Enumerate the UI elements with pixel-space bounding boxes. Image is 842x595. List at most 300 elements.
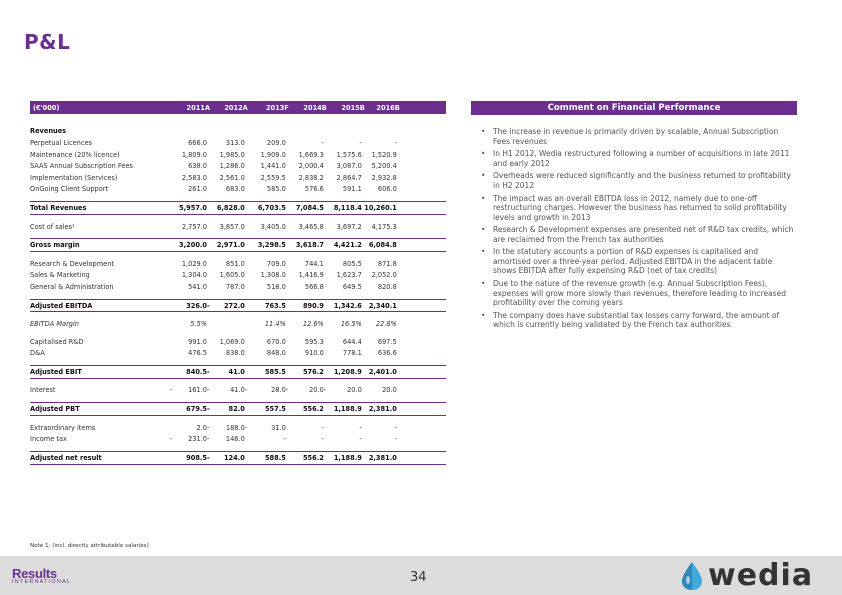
value-number: 566.8: [304, 282, 324, 291]
value-number: 838.0: [225, 349, 245, 358]
value-number: 146.0: [225, 435, 245, 444]
value-number: 576.6: [304, 185, 324, 194]
value-number: 3,298.5: [257, 241, 286, 250]
row-label: General & Administration: [30, 282, 114, 291]
value-number: 518.0: [266, 282, 286, 291]
row-value: [244, 386, 289, 395]
row-value: [285, 386, 327, 395]
row-value: [245, 139, 286, 147]
row-value: [207, 423, 248, 432]
bullet-text: The increase in revenue is primarily driven by scalable, Annual Subscription Fees revenues: [493, 127, 779, 146]
value-number: 3,857.0: [219, 222, 245, 231]
row-value: [245, 405, 286, 413]
value-number: -: [283, 435, 286, 444]
value-number: 209.0: [266, 138, 286, 147]
value-number: -: [321, 435, 324, 444]
table-row: [30, 365, 446, 379]
row-value: [170, 185, 207, 193]
table-row: [30, 433, 446, 445]
value-sign: -: [244, 386, 248, 395]
row-label: Adjusted PBT: [30, 405, 80, 414]
row-value: [245, 320, 286, 328]
comment-bullet: [481, 127, 797, 146]
value-number: 1,069.0: [219, 337, 245, 346]
row-value: [362, 302, 397, 310]
bullet-icon: •: [481, 193, 486, 203]
row-value: [170, 423, 210, 432]
header-2014b: 2014B: [303, 103, 327, 112]
table-row: [30, 221, 446, 233]
value-sign: -: [285, 386, 289, 395]
value-number: 326.0: [186, 301, 207, 310]
pl-table: [30, 101, 446, 465]
value-number: 28.0: [271, 386, 286, 395]
row-label: Total Revenues: [30, 203, 87, 212]
bullet-text: Research & Development expenses are presented net of R&D tax credits, which are reclaimed from the French tax authorities: [493, 225, 794, 244]
value-number: 2,583.0: [181, 173, 207, 182]
row-value: [324, 424, 362, 432]
row-label: EBITDA Margin: [30, 320, 79, 329]
table-header: [30, 101, 446, 114]
row-value: [170, 162, 207, 170]
row-label: Perpetual Licences: [30, 138, 92, 147]
value-number: 2,838.2: [298, 173, 324, 182]
value-number: 709.0: [266, 259, 286, 268]
row-value: [207, 368, 245, 376]
value-number: 2,559.5: [260, 173, 286, 182]
row-value: [170, 283, 207, 291]
value-number: 595.3: [304, 337, 324, 346]
row-value: [362, 139, 397, 147]
value-sign: -: [207, 386, 210, 395]
row-value: [286, 271, 324, 279]
value-sign: -: [207, 367, 210, 376]
value-number: 2,381.0: [368, 453, 397, 462]
value-number: 576.2: [302, 367, 324, 376]
row-value: [245, 174, 286, 182]
value-number: 778.1: [342, 349, 362, 358]
row-value: [170, 338, 207, 346]
table-row: [30, 149, 446, 161]
row-value: [286, 454, 324, 462]
row-value: [245, 435, 286, 443]
value-number: 556.2: [302, 405, 324, 414]
comment-bullet: [481, 171, 797, 190]
value-sign: -: [207, 423, 210, 432]
row-value: [207, 349, 245, 357]
row-value: [362, 204, 397, 212]
value-number: 697.5: [377, 337, 397, 346]
value-number: 124.0: [223, 453, 245, 462]
bullet-icon: •: [481, 310, 486, 320]
value-number: 16.5%: [340, 320, 362, 329]
row-label: Extraordinary items: [30, 423, 96, 432]
row-value: [286, 435, 324, 443]
row-value: [207, 260, 245, 268]
value-number: 313.0: [225, 138, 245, 147]
row-value: [286, 320, 324, 328]
value-sign: -: [207, 435, 210, 444]
value-sign: -: [244, 423, 248, 432]
table-row: [30, 137, 446, 149]
value-sign: -: [207, 301, 210, 310]
value-number: 991.0: [188, 337, 207, 346]
row-value: [324, 386, 362, 394]
row-value: [207, 241, 245, 249]
value-sign: -: [170, 435, 173, 444]
value-number: 12.6%: [302, 320, 324, 329]
row-value: [170, 302, 207, 310]
row-value: [245, 424, 286, 432]
value-number: 556.2: [302, 453, 324, 462]
value-number: 10,260.1: [364, 203, 397, 212]
bullet-icon: •: [481, 279, 486, 289]
results-logo-sub: INTERNATIONAL: [12, 579, 72, 585]
row-value: [362, 386, 397, 394]
value-number: 636.6: [377, 349, 397, 358]
comment-bullet: [481, 194, 797, 223]
row-value: [245, 349, 286, 357]
value-number: 8,118.4: [333, 203, 362, 212]
row-label: Capitalised R&D: [30, 337, 84, 346]
value-number: 3,405.0: [260, 222, 286, 231]
table-row: [30, 451, 446, 465]
value-number: 82.0: [228, 405, 245, 414]
row-value: [170, 204, 207, 212]
table-row: [30, 402, 446, 416]
value-number: 3,618.7: [295, 241, 324, 250]
value-number: 1,605.0: [219, 271, 245, 280]
value-number: 1,304.0: [181, 271, 207, 280]
row-value: [170, 349, 207, 357]
value-number: 20.0: [347, 386, 362, 395]
value-number: 2,381.0: [368, 405, 397, 414]
row-value: [286, 174, 324, 182]
row-label: Interest: [30, 386, 56, 395]
page-number: 34: [410, 570, 427, 585]
row-value: [362, 454, 397, 462]
row-value: [286, 241, 324, 249]
bullet-icon: •: [481, 149, 486, 159]
footer-bar: [0, 556, 842, 595]
value-number: 2,932.8: [371, 173, 397, 182]
value-number: -: [394, 423, 397, 432]
value-number: 1,575.6: [336, 150, 362, 159]
value-number: 1,985.0: [219, 150, 245, 159]
value-number: 3,200.0: [179, 241, 207, 250]
value-number: 161.0: [188, 386, 207, 395]
value-number: 2,561.0: [219, 173, 245, 182]
row-label: Adjusted EBIT: [30, 367, 82, 376]
bullet-text: Due to the nature of the revenue growth (e.g. Annual Subscription Fees), expenses will grow more slowly than revenues, therefore leading to increased profitability over the coming years: [493, 279, 786, 308]
row-value: [362, 174, 397, 182]
value-number: 6,084.8: [368, 241, 397, 250]
value-number: 7,084.5: [295, 203, 324, 212]
value-number: -: [359, 423, 362, 432]
value-number: 1,809.0: [181, 150, 207, 159]
row-value: [286, 151, 324, 159]
bullet-icon: •: [481, 127, 486, 136]
value-sign: -: [170, 386, 173, 395]
value-number: -: [321, 138, 324, 147]
value-number: 2,757.0: [181, 222, 207, 231]
row-value: [245, 338, 286, 346]
row-label: Research & Development: [30, 259, 114, 268]
row-value: [324, 241, 362, 249]
value-sign: -: [207, 405, 210, 414]
row-value: [362, 338, 397, 346]
header-2011a: 2011A: [186, 103, 210, 112]
value-number: 41.0: [230, 386, 245, 395]
row-value: [286, 204, 324, 212]
value-number: 261.0: [188, 185, 207, 194]
value-number: 2,340.1: [368, 301, 397, 310]
row-value: [362, 320, 397, 328]
value-number: 679.5: [186, 405, 207, 414]
row-value: [362, 223, 397, 231]
row-value: [286, 139, 324, 147]
row-value: [324, 223, 362, 231]
value-number: 1,029.0: [181, 259, 207, 268]
value-number: 1,286.0: [219, 162, 245, 171]
row-value: [170, 260, 207, 268]
value-number: 763.5: [264, 301, 286, 310]
row-value: [362, 151, 397, 159]
header-2012a: 2012A: [224, 103, 248, 112]
row-value: [245, 185, 286, 193]
header-2015b: 2015B: [341, 103, 365, 112]
row-value: [362, 368, 397, 376]
comment-bullets: [481, 127, 797, 333]
row-value: [207, 302, 245, 310]
bullet-text: The company does have substantial tax losses carry forward, the amount of which is currently being validated by the French tax authorities: [493, 310, 780, 330]
row-value: [324, 349, 362, 357]
row-value: [324, 435, 362, 443]
table-row: [30, 281, 446, 293]
value-number: 585.5: [264, 367, 286, 376]
row-value: [207, 271, 245, 279]
value-number: 1,909.0: [260, 150, 286, 159]
row-value: [245, 271, 286, 279]
row-value: [245, 223, 286, 231]
bullet-text: In the statutory accounts a portion of R&D expenses is capitalised and amortised over a three-year period. Adjusted EBITDA in the adjacent table shows EBITDA after fully expensing R&D (net of tax credits): [493, 247, 773, 276]
row-value: [286, 405, 324, 413]
row-value: [286, 223, 324, 231]
value-number: 649.5: [342, 282, 362, 291]
value-number: -: [394, 435, 397, 444]
row-value: [245, 204, 286, 212]
row-value: [324, 139, 362, 147]
row-value: [286, 349, 324, 357]
value-number: 591.1: [342, 185, 362, 194]
value-number: 3,465.8: [298, 222, 324, 231]
row-value: [207, 454, 245, 462]
value-number: 890.9: [302, 301, 324, 310]
row-value: [362, 349, 397, 357]
value-number: 22.8%: [375, 320, 397, 329]
row-label: Revenues: [30, 127, 67, 136]
row-value: [324, 338, 362, 346]
row-label: SAAS Annual Subscription Fees: [30, 162, 133, 171]
value-number: 910.0: [304, 349, 324, 358]
value-number: 5,957.0: [179, 203, 207, 212]
value-number: -: [359, 435, 362, 444]
value-number: 1,520.9: [371, 150, 397, 159]
row-value: [170, 151, 207, 159]
value-number: -: [359, 138, 362, 147]
row-value: [245, 241, 286, 249]
row-value: [362, 185, 397, 193]
value-number: 2,864.7: [336, 173, 362, 182]
value-number: 272.0: [223, 301, 245, 310]
bullet-text: In H1 2012, Wedia restructured following a number of acquisitions in late 2011 and early 2012: [493, 149, 790, 168]
row-value: [362, 424, 397, 432]
table-row: [30, 184, 446, 196]
value-number: -: [394, 138, 397, 147]
value-number: 20.0: [309, 386, 324, 395]
value-number: 2,401.0: [368, 367, 397, 376]
row-value: [245, 368, 286, 376]
value-number: 476.5: [188, 349, 207, 358]
wedia-logo: [680, 558, 813, 593]
row-value: [207, 386, 248, 395]
value-number: 683.0: [225, 185, 245, 194]
value-number: 41.0: [228, 367, 245, 376]
table-row: [30, 348, 446, 360]
row-value: [245, 283, 286, 291]
comment-bullet: [481, 149, 797, 168]
bullet-icon: •: [481, 247, 486, 257]
bullet-icon: •: [481, 225, 486, 235]
row-label: D&A: [30, 349, 45, 358]
row-label: Adjusted net result: [30, 453, 102, 462]
value-number: 541.0: [188, 282, 207, 291]
row-value: [245, 162, 286, 170]
table-row: [30, 336, 446, 348]
value-number: 744.1: [304, 259, 324, 268]
comment-bullet: [481, 279, 797, 308]
value-number: 670.0: [266, 337, 286, 346]
row-value: [362, 162, 397, 170]
value-number: 2,971.0: [216, 241, 245, 250]
value-number: 840.5: [186, 367, 207, 376]
row-value: [362, 241, 397, 249]
row-label: Income tax: [30, 435, 67, 444]
row-value: [286, 185, 324, 193]
table-row: [30, 422, 446, 434]
value-number: 2.0: [196, 423, 207, 432]
row-value: [207, 174, 245, 182]
header-unit: (€'000): [33, 103, 60, 112]
value-number: 666.0: [188, 138, 207, 147]
results-international-logo: [12, 566, 71, 585]
value-number: 871.8: [377, 259, 397, 268]
row-value: [207, 151, 245, 159]
value-number: 31.0: [271, 423, 286, 432]
value-number: 1,623.7: [336, 271, 362, 280]
table-row: [30, 201, 446, 215]
row-value: [207, 185, 245, 193]
value-number: 2,000.4: [298, 162, 324, 171]
row-value: [245, 302, 286, 310]
value-number: 805.5: [342, 259, 362, 268]
value-number: 188.0: [225, 423, 245, 432]
row-value: [170, 139, 207, 147]
table-row: [30, 270, 446, 282]
comment-bullet: [481, 225, 797, 244]
value-number: 644.4: [342, 337, 362, 346]
value-number: 1,416.9: [298, 271, 324, 280]
row-value: [324, 271, 362, 279]
value-number: 3,087.0: [336, 162, 362, 171]
value-number: 11.4%: [264, 320, 286, 329]
bullet-icon: •: [481, 171, 486, 181]
row-value: [324, 454, 362, 462]
bullet-text: The impact was an overall EBITDA loss in 2012, namely due to one-off restructuring charges. However the business has returned to solid profitability levels and growth in 2013: [493, 193, 787, 222]
row-value: [362, 405, 397, 413]
row-value: [207, 435, 245, 443]
row-value: [362, 271, 397, 279]
value-number: 1,441.0: [260, 162, 286, 171]
value-number: 1,208.9: [333, 367, 362, 376]
header-2016b: 2016B: [376, 103, 400, 112]
row-value: [324, 162, 362, 170]
row-value: [207, 405, 245, 413]
table-row: [30, 385, 446, 397]
row-value: [286, 260, 324, 268]
table-row: [30, 318, 446, 330]
value-number: 1,669.3: [298, 150, 324, 159]
row-value: [324, 302, 362, 310]
row-value: [324, 320, 362, 328]
row-value: [362, 435, 397, 443]
comment-bullet: [481, 311, 797, 330]
row-value: [207, 162, 245, 170]
row-value: [170, 223, 207, 231]
value-number: 2,052.0: [371, 271, 397, 280]
row-value: [324, 151, 362, 159]
value-number: 638.0: [188, 162, 207, 171]
row-label: Sales & Marketing: [30, 271, 90, 280]
value-number: 851.0: [225, 259, 245, 268]
row-value: [170, 241, 207, 249]
table-row: [30, 299, 446, 313]
header-2013f: 2013F: [265, 103, 289, 112]
value-sign: -: [207, 453, 210, 462]
value-number: 4,421.2: [333, 241, 362, 250]
row-value: [324, 283, 362, 291]
row-value: [170, 368, 207, 376]
wedia-wordmark: wedia: [708, 558, 814, 593]
value-number: 231.0: [188, 435, 207, 444]
value-number: 848.0: [266, 349, 286, 358]
value-number: 6,828.0: [216, 203, 245, 212]
row-label: OnGoing Client Support: [30, 185, 109, 194]
value-number: 5.5%: [190, 320, 207, 329]
row-value: [324, 174, 362, 182]
row-label: Maintenance (20% licence): [30, 150, 120, 159]
row-value: [286, 283, 324, 291]
table-row: [30, 160, 446, 172]
row-label: Gross margin: [30, 241, 80, 250]
row-value: [324, 204, 362, 212]
value-number: 3,697.2: [336, 222, 362, 231]
value-number: 820.8: [377, 282, 397, 291]
value-number: 588.5: [264, 453, 286, 462]
value-number: 585.0: [266, 185, 286, 194]
value-number: 606.0: [377, 185, 397, 194]
row-value: [207, 139, 245, 147]
